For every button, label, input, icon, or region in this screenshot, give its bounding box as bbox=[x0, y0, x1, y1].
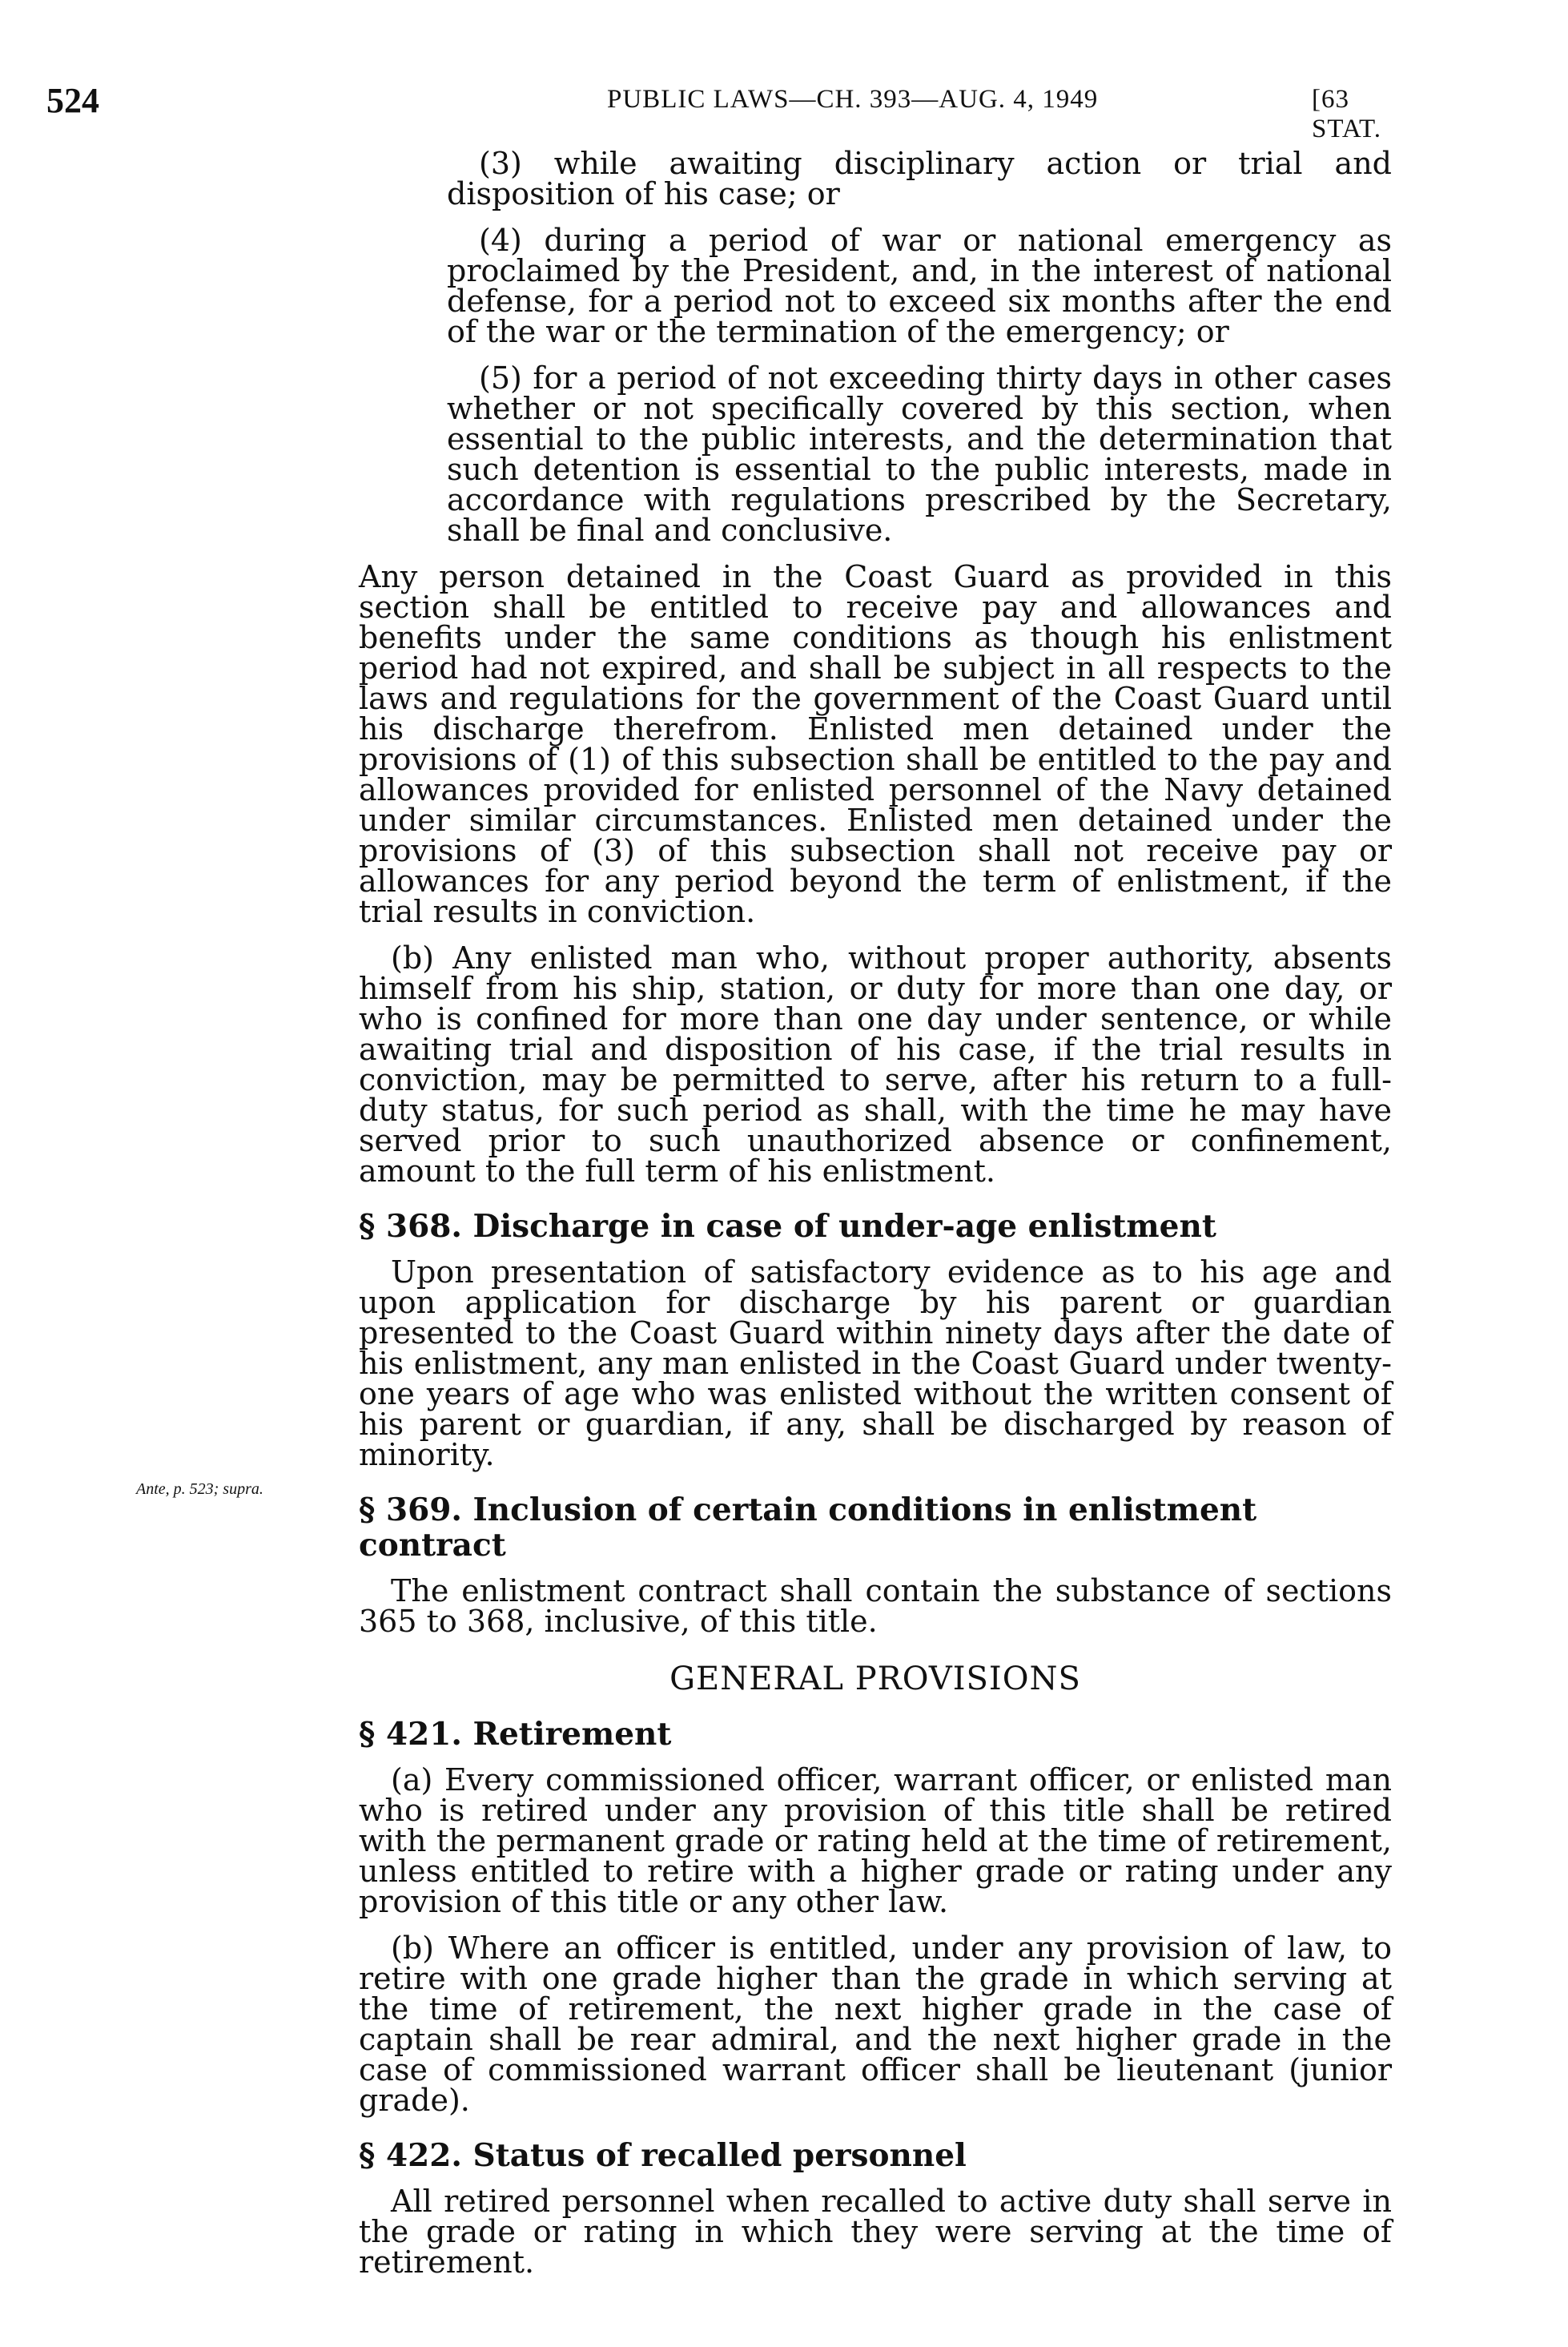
running-head: PUBLIC LAWS—CH. 393—AUG. 4, 1949 bbox=[607, 85, 1099, 114]
paragraph-4: (4) during a period of war or national emergency as proclaimed by the President, and, in the interest of national defense, for a period not to exceed six months after the end of the war or the termination of the emergency; or bbox=[447, 223, 1392, 349]
section-368-heading: § 368. Discharge in case of under-age enlistment bbox=[359, 1208, 1216, 1245]
page-header bbox=[46, 80, 1408, 143]
section-369-body: The enlistment contract shall contain the substance of sections 365 to 368, inclusive, of this title. bbox=[359, 1573, 1392, 1639]
section-421-para-a: (a) Every commissioned officer, warrant officer, or enlisted man who is retired under any provision of this title shall be retired with the permanent grade or rating held at the time of retirement, unless entitled to retire with a higher grade or rating under any provision of this title or any other law. bbox=[359, 1762, 1392, 1919]
section-368-body: Upon presentation of satisfactory evidence as to his age and upon application for discharge by his parent or guardian presented to the Coast Guard within ninety days after the date of his enlistment, any man enlisted in the Coast Guard under twenty-one years of age who was enlisted without the written consent of his parent or guardian, if any, shall be discharged by reason of minority. bbox=[359, 1254, 1392, 1472]
section-421-para-b: (b) Where an officer is entitled, under any provision of law, to retire with one grade higher than the grade in which serving at the time of retirement, the next higher grade in the case of captain shall be rear admiral, and the next higher grade in the case of commissioned warrant officer shall be lieutenant (junior grade). bbox=[359, 1930, 1392, 2118]
section-422-heading: § 422. Status of recalled personnel bbox=[359, 2137, 967, 2174]
section-422-body: All retired personnel when recalled to active duty shall serve in the grade or rating in which they were serving at the time of retirement. bbox=[359, 2184, 1392, 2280]
general-provisions-heading: GENERAL PROVISIONS bbox=[669, 1661, 1081, 1697]
main-text bbox=[359, 148, 1392, 2293]
page-number: 524 bbox=[46, 81, 99, 120]
section-369-heading: § 369. Inclusion of certain conditions in enlistment contract bbox=[359, 1492, 1257, 1564]
stat-reference: [63 STAT. bbox=[1312, 85, 1382, 143]
paragraph-5: (5) for a period of not exceeding thirty days in other cases whether or not specifically covered by this section, when essential to the public interests, and the determination that such detention is essential to the public interests, made in accordance with regulations prescribed by the Secretary, shall be final and conclusive. bbox=[447, 360, 1392, 548]
margin-note: Ante, p. 523; supra. bbox=[136, 1480, 263, 1498]
paragraph-3: (3) while awaiting disciplinary action or trial and disposition of his case; or bbox=[447, 146, 1392, 211]
section-421-heading: § 421. Retirement bbox=[359, 1716, 672, 1753]
detention-paragraph: Any person detained in the Coast Guard as provided in this section shall be entitled to receive pay and allowances and benefits under the same conditions as though his enlistment period had not expired, and shall be subject in all respects to the laws and regulations for the government of the Coast Guard until his discharge therefrom. Enlisted men detained under the provisions of (1) of this subsection shall be entitled to the pay and allowances provided for enlisted personnel of the Navy detained under similar circumstances. Enlisted men detained under the provisions of (3) of this subsection shall not receive pay or allowances for any period beyond the term of enlistment, if the trial results in conviction. bbox=[359, 559, 1392, 929]
paragraph-b: (b) Any enlisted man who, without proper authority, absents himself from his ship, station, or duty for more than one day, or who is confined for more than one day under sentence, or while awaiting trial and disposition of his case, if the trial results in conviction, may be permitted to serve, after his return to a full-duty status, for such period as shall, with the time he may have served prior to such unauthorized absence or confinement, amount to the full term of his enlistment. bbox=[359, 940, 1392, 1189]
